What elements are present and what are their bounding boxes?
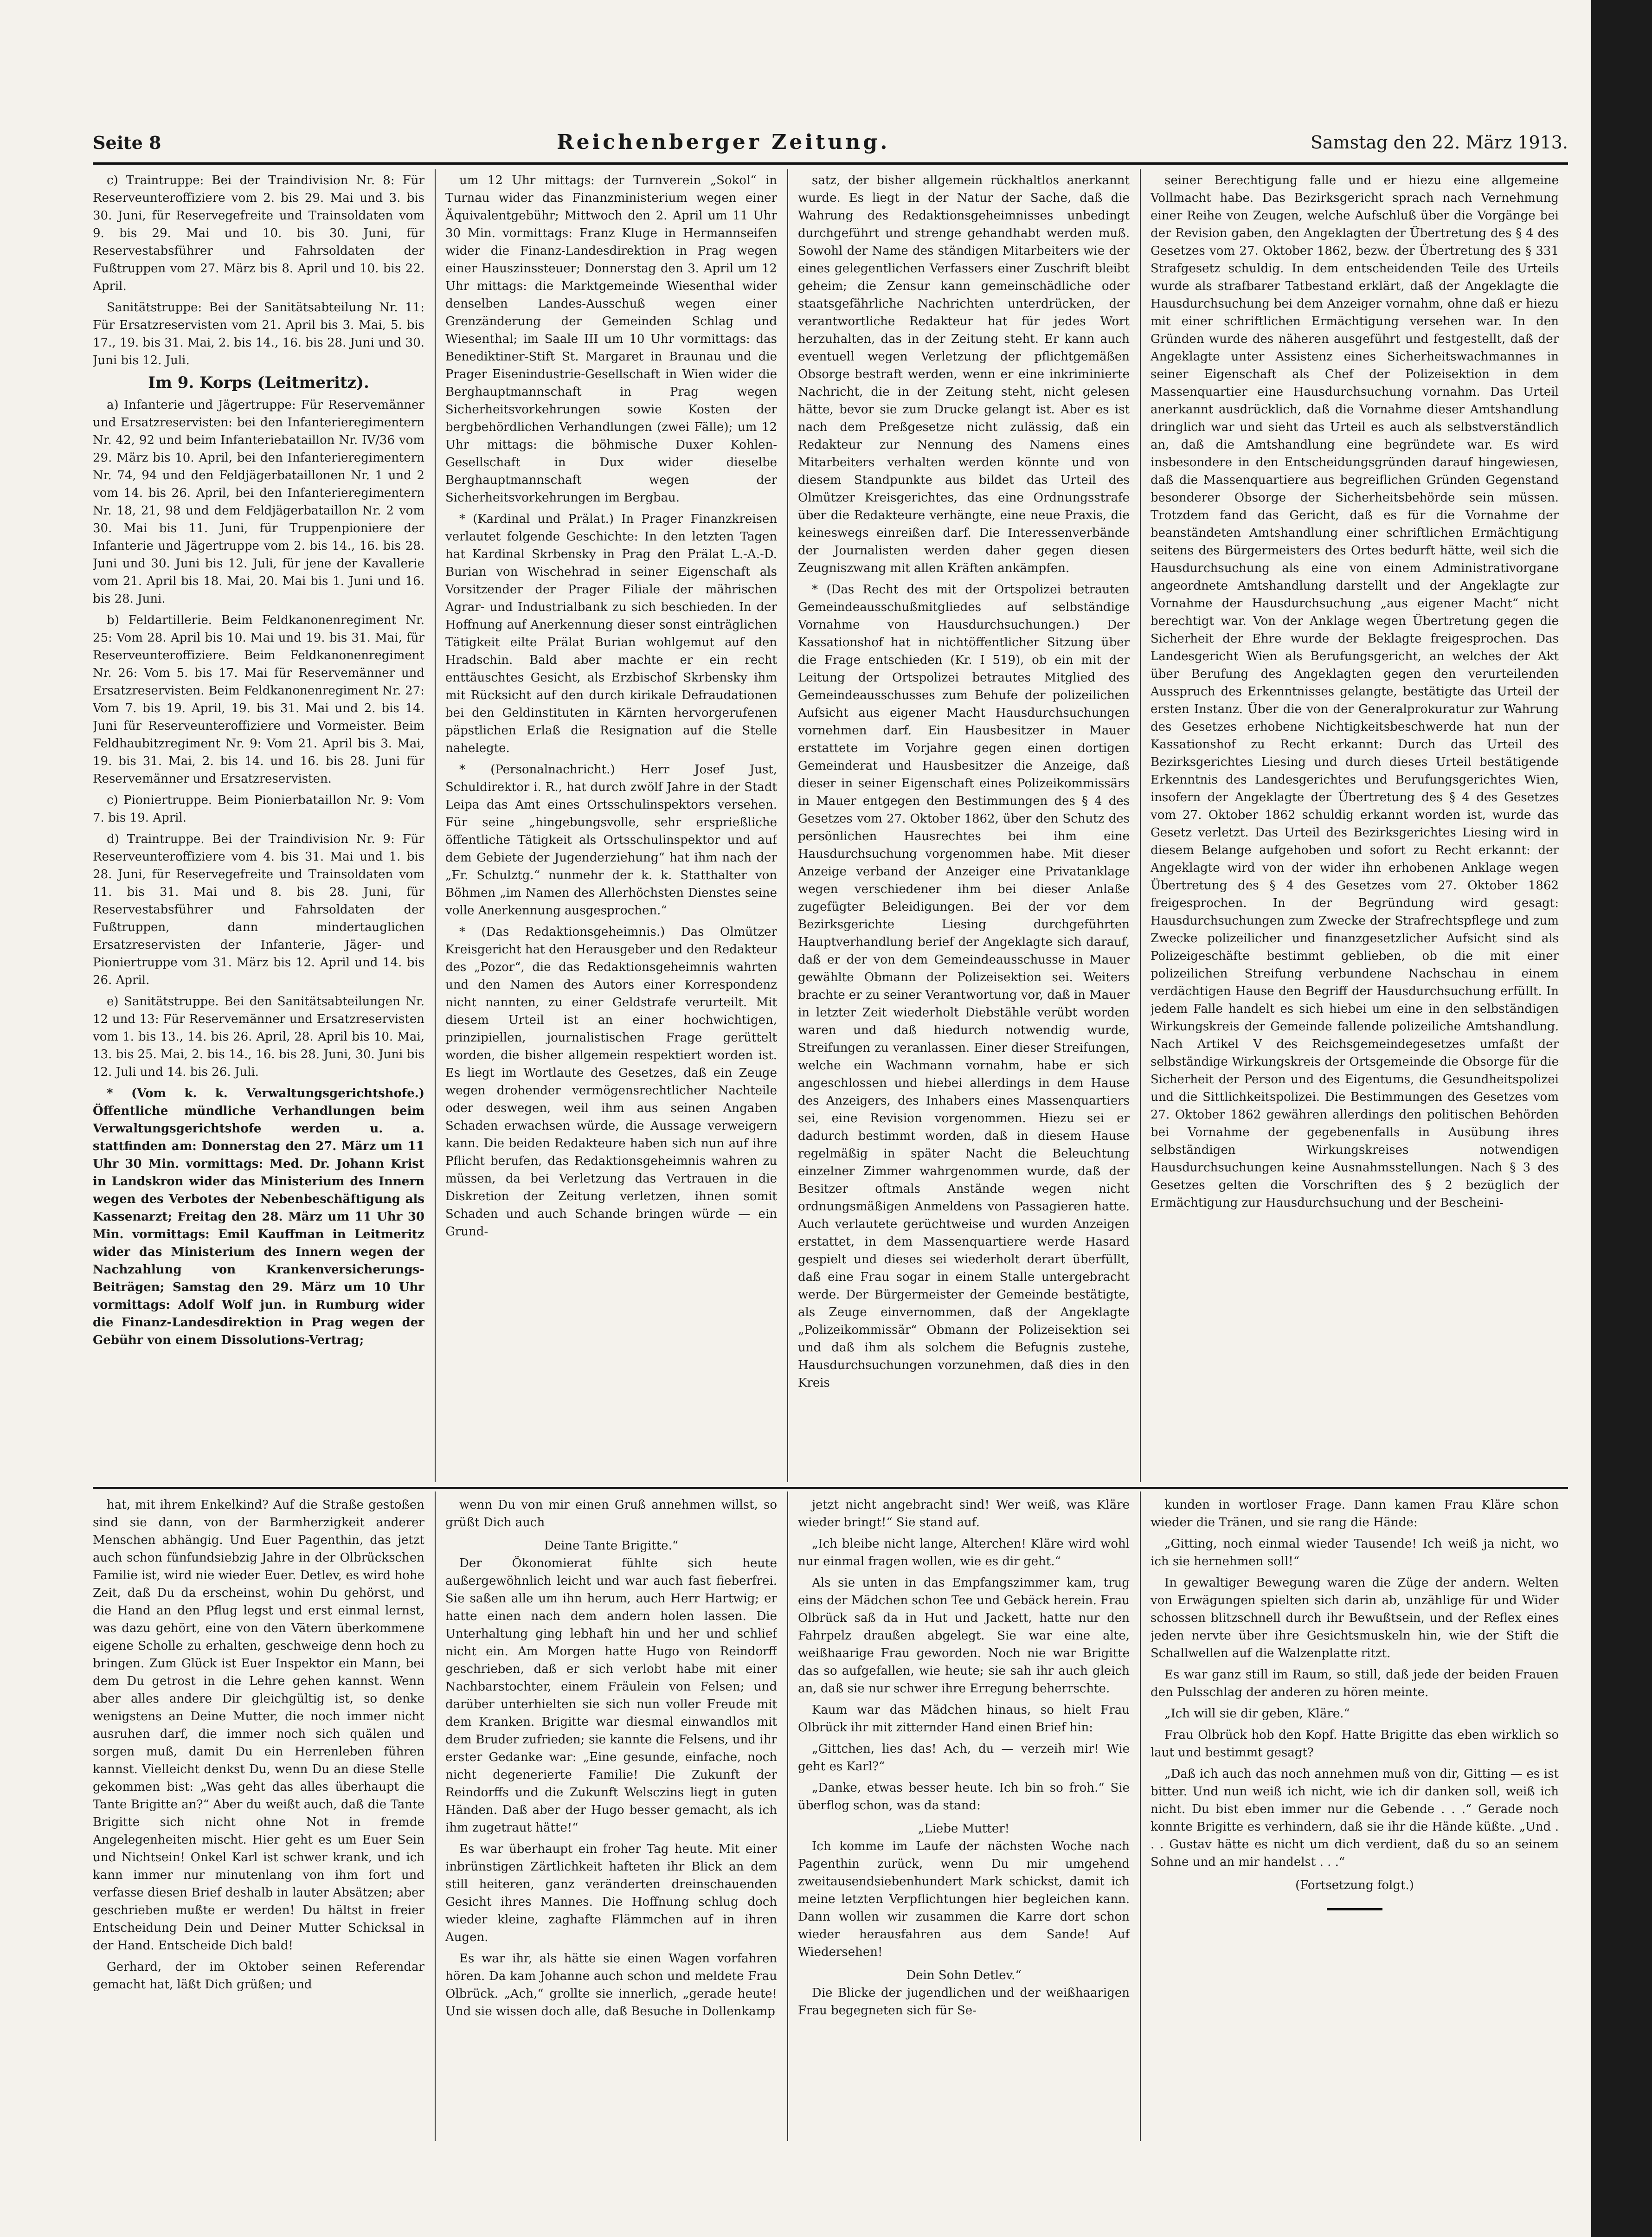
feuilleton-column-3 <box>798 1496 1130 2136</box>
article-paragraph: * (Das Recht des mit der Ortspolizei betrauten Gemeindeausschußmitgliedes auf selbständige Vornahme von Hausdurchsuchungen.) Der Kassationshof hat in nichtöffentlicher Sitzung über die Frage entschieden (Kr. I 519), ob ein mit der Leitung der Ortspolizei betrautes Mitglied des Gemeindeausschusses zum Behufe der polizeilichen Aufsicht aus eigener Macht Hausdurchsuchungen vornehmen darf. Ein Hausbesitzer in Mauer erstattete im Vorjahre gegen einen dortigen Gemeinderat und Hausbesitzer die Anzeige, daß dieser in seiner Eigenschaft eines Polizeikommissärs in Mauer entgegen den Bestimmungen des § 4 des Gesetzes vom 27. Oktober 1862, über den Schutz des persönlichen Hausrechtes bei ihm eine Hausdurchsuchung vorgenommen habe. Mit dieser Anzeige verband der Anzeiger eine Privatanklage wegen verschiedener ihm bei dieser Anlaße zugefügter Beleidigungen. Bei der vor dem Bezirksgerichte Liesing durchgeführten Hauptverhandlung berief der Angeklagte sich darauf, daß er der von dem Gemeindeausschusse in Mauer gewählte Obmann der Polizeisektion sei. Weiters brachte er zu seiner Verantwortung vor, daß in Mauer in letzter Zeit wiederholt Diebstähle verübt worden waren und daß hiedurch notwendig wurde, Streifungen zu veranlassen. Einer dieser Streifungen, welche ein Wachmann vornahm, habe er sich angeschlossen und hiebei allerdings in dem Hause des Anzeigers, des Inhabers eines Massenquartiers sei, eine Revision vorgenommen. Hiezu sei er dadurch bestimmt worden, daß in diesem Hause regelmäßig in später Nacht die Beleuchtung einzelner Zimmer wahrgenommen wurde, daß der Besitzer oftmals Anstände wegen nicht ordnungsmäßigen Anmeldens von Passagieren hatte. Auch verlautete gerüchtweise und wurden Anzeigen erstattet, in dem Massenquartiere werde Hasard gespielt und dieses sei wiederholt derart überfüllt, daß eine Frau sogar in einem Stalle untergebracht werde. Der Bürgermeister der Gemeinde bestätigte, als Zeuge einvernommen, daß der Angeklagte „Polizeikommissär“ Obmann der Polizeisektion sei und daß ihm als solchem die Befugnis zustehe, Hausdurchsuchungen vorzunehmen, daß dies in den Kreis <box>798 583 1130 1390</box>
issue-date: Samstag den 22. März 1913. <box>1310 132 1568 153</box>
story-paragraph: In gewaltiger Bewegung waren die Züge der andern. Welten von Erwägungen spielten sich darin ab, unzählige für und Wider schossen blitzschnell durch ihr Bewußtsein, und der Reflex eines jeden nervte über ihre Gesichtsmuskeln hin, wie der Stift die Schallwellen auf die Walzenplatte ritzt. <box>1151 1576 1559 1660</box>
section-heading: Im 9. Korps (Leitmeritz). <box>148 373 369 392</box>
story-paragraph: „Daß ich auch das noch annehmen muß von dir, Gitting — es ist bitter. Und nun weiß ich nicht, wie ich dir danken soll, weiß ich nicht. Du bist eben immer nur die Gebende . . .“ Gerade noch konnte Brigitte es verhindern, daß sie ihr die Hände küßte. „Und . . . Gustav hätte es nicht um dich verdient, daß du so an seinem Sohne und an mir handelst . . .“ <box>1151 1767 1559 1869</box>
column-rule <box>435 1491 436 2141</box>
header-rule <box>93 162 1568 165</box>
story-paragraph: Kaum war das Mädchen hinaus, so hielt Frau Olbrück ihr mit zitternder Hand einen Brief hin: <box>798 1703 1130 1735</box>
story-paragraph: „Gittchen, lies das! Ach, du — verzeih mir! Wie geht es Karl?“ <box>798 1742 1130 1774</box>
story-paragraph: Es war ganz still im Raum, so still, daß jede der beiden Frauen den Pulsschlag der anderen zu hören meinte. <box>1151 1668 1559 1699</box>
story-paragraph: „Ich bleibe nicht lange, Alterchen! Kläre wird wohl nur einmal fragen wollen, wie es dir geht.“ <box>798 1537 1130 1568</box>
section-divider <box>93 1487 1568 1489</box>
story-paragraph: Es war ihr, als hätte sie einen Wagen vorfahren hören. Da kam Johanne auch schon und meldete Frau Olbrück. „Ach,“ grollte sie innerlich, „gerade heute! Und sie wissen doch alle, daß Besuche in Dollenkamp <box>445 1952 777 2018</box>
article-paragraph: * (Kardinal und Prälat.) In Prager Finanzkreisen verlautet folgende Geschichte: In den letzten Tagen hat Kardinal Skrbensky in Prag den Prälat L.-A.-D. Burian von Wischehrad in seiner Eigenschaft als Vorsitzender der Prager Filiale der mährischen Agrar- und Industrialbank zu sich beschieden. In der Hoffnung auf Anerkennung dieser sonst einträglichen Tätigkeit eilte Prälat Burian wohlgemut auf den Hradschin. Bald aber machte er ein recht enttäuschtes Gesicht, als Erzbischof Skrbensky ihm mit Rücksicht auf den durch kirikale Defraudationen bei den Geldinstituten in Kärnten hervorgerufenen päpstlichen Erlaß die Resignation auf die Stelle nahelegte. <box>445 512 777 755</box>
feuilleton-column-1 <box>93 1496 424 2136</box>
story-paragraph: Frau Olbrück hob den Kopf. Hatte Brigitte das eben wirklich so laut und bestimmt gesagt? <box>1151 1728 1559 1760</box>
letter-signature: Dein Sohn Detlev.“ <box>906 1968 1022 1982</box>
newspaper-title: Reichenberger Zeitung. <box>557 130 890 154</box>
article-paragraph: c) Traintruppe: Bei der Traindivision Nr. 8: Für Reserveunteroffiziere vom 2. bis 29. Mai und 3. bis 30. Juni, für Reservegefreite und Trainsoldaten vom 9. bis 29. Mai und 10. bis 30. Juni, für Reservestabsführer und Fahrsoldaten der Fußtruppen vom 27. März bis 8. April und 10. bis 22. April. <box>93 174 424 293</box>
letter-signature: Deine Tante Brigitte.“ <box>544 1539 679 1553</box>
column-rule <box>1140 169 1141 1482</box>
story-paragraph: Als sie unten in das Empfangszimmer kam, trug eins der Mädchen schon Tee und Gebäck herein. Frau Olbrück saß da in Hut und Jackett, hatte nur den Fahrpelz draußen abgelegt. Sie war eine alte, weißhaarige Frau geworden. Noch nie war Brigitte das so aufgefallen, wie heute; sie sah ihr auch gleich an, daß sie nur schwer ihre Erregung beherrschte. <box>798 1576 1130 1696</box>
story-paragraph: Die Blicke der jugendlichen und der weißhaarigen Frau begegneten sich für Se- <box>798 1986 1130 2018</box>
article-paragraph: * (Vom k. k. Verwaltungsgerichtshofe.) Öffentliche mündliche Verhandlungen beim Verwaltungsgerichtshofe werden u. a. stattfinden am: Donnerstag den 27. März um 11 Uhr 30 Min. vormittags: Med. Dr. Johann Krist in Landskron wider das Ministerium des Innern wegen des Verbotes der Nebenbeschäftigung als Kassenarzt; Freitag den 28. März um 11 Uhr 30 Min. vormittags: Emil Kauffman in Leitmeritz wider das Ministerium des Innern wegen der Nachzahlung von Krankenversicherungs-Beiträgen; Samstag den 29. März um 10 Uhr vormittags: Adolf Wolf jun. in Rumburg wider die Finanz-Landesdirektion in Prag wegen der Gebühr von einem Dissolutions-Vertrag; <box>93 1086 424 1347</box>
story-paragraph: hat, mit ihrem Enkelkind? Auf die Straße gestoßen sind sie dann, von der Barmherzigkeit anderer Menschen abhängig. Und Euer Pagenthin, das jetzt auch schon fünfundsiebzig Jahre in der Olbrückschen Familie ist, wird nie wieder Euer. Detlev, es wird hohe Zeit, daß Du da erscheinst, wohin Du gehörst, und die Hand an den Pflug legst und erst einmal lernst, was dazu gehört, eine von den Vätern überkommene eigene Scholle zu erhalten, geschweige denn hoch zu bringen. Zum Glück ist Euer Inspektor ein Mann, bei dem Du getrost in die Lehre gehen kannst. Wenn aber alles andere Dir gleichgültig ist, so denke wenigstens an Deine Mutter, die noch immer nicht ausruhen darf, die immer noch sich quälen und sorgen muß, damit Du ein Herrenleben führen kannst. Vielleicht denkst Du, wenn Du an diese Stelle gekommen bist: „Was geht das alles überhaupt die Tante Brigitte an?“ Aber du weißt auch, daß die Tante Brigitte sich nicht ohne Not in fremde Angelegenheiten mischt. Hier geht es um Euer Sein und Nichtsein! Onkel Karl ist schwer krank, und ich kann immer nur minutenlang von ihm fort und verfasse diesen Brief deshalb in lauter Absätzen; aber geschrieben mußte er werden! Du hältst in freier Entscheidung Dein und Deiner Mutter Schicksal in der Hand. Entscheide Dich bald! <box>93 1498 424 1953</box>
page-number: Seite 8 <box>93 132 161 153</box>
story-paragraph: „Danke, etwas besser heute. Ich bin so froh.“ Sie überflog schon, was da stand: <box>798 1781 1130 1813</box>
article-paragraph: um 12 Uhr mittags: der Turnverein „Sokol“ in Turnau wider das Finanzministerium wegen einer Äquivalentgebühr; Mittwoch den 2. April um 11 Uhr 30 Min. vormittags: Franz Kluge in Hermannseifen wider die Finanz-Landesdirektion in Prag wegen einer Hauszinssteuer; Donnerstag den 3. April um 12 Uhr mittags: die Marktgemeinde Wiesenthal wider denselben Landes-Ausschuß wegen einer Grenzänderung der Gemeinden Schlag und Wiesenthal; im Saale III um 10 Uhr vormittags: das Benediktiner-Stift St. Margaret in Braunau und die Prager Eisenindustrie-Gesellschaft in Wien wider die Berghauptmannschaft in Prag wegen Sicherheitsvorkehrungen sowie Kosten der bergbehördlichen Verhandlungen (zwei Fälle); um 12 Uhr mittags: die böhmische Duxer Kohlen-Gesellschaft in Dux wider dieselbe Berghauptmannschaft wegen der Sicherheitsvorkehrungen im Bergbau. <box>445 174 777 505</box>
upper-column-1 <box>93 172 424 1485</box>
article-paragraph: Sanitätstruppe: Bei der Sanitätsabteilung Nr. 11: Für Ersatzreservisten vom 21. April bis 3. Mai, 5. bis 17., 19. bis 31. Mai, 2. bis 14., 16. bis 28. Juni und 30. Juni bis 12. Juli. <box>93 301 424 367</box>
upper-column-2 <box>445 172 777 1485</box>
article-paragraph: e) Sanitätstruppe. Bei den Sanitätsabteilungen Nr. 12 und 13: Für Reservemänner und Ersatzreservisten vom 1. bis 13., 14. bis 26. April, 28. April bis 10. Mai, 13. bis 25. Mai, 2. bis 14., 16. bis 28. Juni, 30. Juni bis 12. Juli und 14. bis 26. Juli. <box>93 995 424 1079</box>
article-paragraph: b) Feldartillerie. Beim Feldkanonenregiment Nr. 25: Vom 28. April bis 10. Mai und 19. bis 31. Mai, für Reserveunteroffiziere. Beim Feldkanonenregiment Nr. 26: Vom 5. bis 17. Mai für Reservemänner und Ersatzreservisten. Beim Feldkanonenregiment Nr. 27: Vom 7. bis 19. April, 19. bis 31. Mai und 2. bis 14. Juni für Reserveunteroffiziere und Vormeister. Beim Feldhaubitzregiment Nr. 9: Vom 21. April bis 3. Mai, 19. bis 31. Mai, 2. bis 14. und 16. bis 28. Juni für Reservemänner und Ersatzreservisten. <box>93 613 424 786</box>
story-paragraph: „Gitting, noch einmal wieder Tausende! Ich weiß ja nicht, wo ich sie hernehmen soll!“ <box>1151 1537 1559 1568</box>
story-paragraph: kunden in wortloser Frage. Dann kamen Frau Kläre schon wieder die Tränen, und sie rang die Hände: <box>1151 1498 1559 1530</box>
article-paragraph: seiner Berechtigung falle und er hiezu eine allgemeine Vollmacht habe. Das Bezirksgericht sprach nach Vernehmung einer Reihe von Zeugen, welche Aufschluß über die Vorgänge bei der Revision gaben, den Angeklagten der Übertretung des § 4 des Gesetzes vom 27. Oktober 1862, bezw. der Übertretung des § 331 Strafgesetz schuldig. In dem entscheidenden Teile des Urteils wurde als strafbarer Tatbestand erklärt, daß der Angeklagte die Hausdurchsuchung bei dem Anzeiger vornahm, ohne daß er hiezu mit einer schriftlichen Ermächtigung versehen war. In den Gründen wurde des näheren ausgeführt und festgestellt, daß der Angeklagte unter Assistenz eines Sicherheitswachmannes in seiner Eigenschaft als Chef der Polizeisektion in dem Massenquartier eine Hausdurchsuchung vornahm. Das Urteil anerkannt ausdrücklich, daß die Vornahme dieser Amtshandlung dringlich war und sieht das Urteil es auch als selbstverständlich an, daß die Amtshandlung eine begründete war. Es wird insbesondere in den Entscheidungsgründen darauf hingewiesen, daß die Massenquartiere aus begreiflichen Gründen Gegenstand besonderer Obsorge der Sicherheitsbehörde sein müssen. Trotzdem fand das Gericht, daß es für die Vornahme der beanständeten Amtshandlung einer schriftlichen Ermächtigung seitens des Bürgermeisters des Ortes bedurft hätte, weil sich die Hausdurchsuchung als eine von einem Administrativorgane angeordnete Amtshandlung darstellt und der Angeklagte zur Vornahme der Hausdurchsuchung „aus eigener Macht“ nicht berechtigt war. Von der Anklage wegen Übertretung gegen die Sicherheit der Ehre wurde der Beklagte freigesprochen. Das Landesgericht Wien als Berufungsgericht, an welches der Akt über Berufung des Angeklagten gegen den verurteilenden Ausspruch des Erkenntnisses gelangte, bestätigte das Urteil der ersten Instanz. Über die von der Generalprokuratur zur Wahrung des Gesetzes erhobene Nichtigkeitsbeschwerde hat nun der Kassationshof zu Recht erkannt: Durch das Urteil des Bezirksgerichtes Liesing und durch dieses Urteil bestätigende Erkenntnis des Landesgerichtes und Berufungsgerichtes Wien, insofern der Angeklagte der Übertretung des § 4 des Gesetzes vom 27. Oktober 1862 schuldig erkannt worden ist, wurde das Gesetz verletzt. Das Urteil des Bezirksgerichtes Liesing wird in diesem Belange aufgehoben und sofort zu Recht erkannt: der Angeklagte wird von der wider ihn erhobenen Anklage wegen Übertretung des § 4 des Gesetzes vom 27. Oktober 1862 freigesprochen. In der Begründung wird gesagt: Hausdurchsuchungen zum Zwecke der Strafrechtspflege und zum Zwecke polizeilicher und finanzgesetzlicher Aufsicht sind als Polizeigeschäfte bestimmt geblieben, ob die mit einer polizeilichen Streifung verbundene Nachschau in einem verdächtigen Hause den Begriff der Hausdurchsuchung erfüllt. In jedem Falle handelt es sich hiebei um eine in den selbständigen Wirkungskreis der Gemeinde fallende polizeiliche Amtshandlung. Nach Artikel V des Reichsgemeindegesetzes umfaßt der selbständige Wirkungskreis der Ortsgemeinde die Obsorge für die Sicherheit der Person und des Eigentums, die Gesundheitspolizei und die Sittlichkeitspolizei. Die Bestimmungen des Gesetzes vom 27. Oktober 1862 gewähren allerdings den politischen Behörden bei Vornahme der gegebenenfalls in Ausübung ihres selbständigen Wirkungskreises notwendigen Hausdurchsuchungen keine Ausnahmsstellungen. Nach § 3 des Gesetzes gelten die Vorschriften des § 2 bezüglich der Ermächtigung zur Hausdurchsuchung und der Bescheini- <box>1151 174 1559 1210</box>
story-paragraph: jetzt nicht angebracht sind! Wer weiß, was Kläre wieder bringt!“ Sie stand auf. <box>798 1498 1130 1530</box>
continuation-note: (Fortsetzung folgt.) <box>1295 1878 1414 1892</box>
column-rule <box>1140 1491 1141 2141</box>
article-paragraph: * (Personalnachricht.) Herr Josef Just, Schuldirektor i. R., hat durch zwölf Jahre in der Stadt Leipa das Amt eines Ortsschulinspektors versehen. Für seine „hingebungsvolle, sehr ersprießliche öffentliche Tätigkeit als Ortsschulinspektor und auf dem Gebiete der Jugenderziehung“ hat ihm nach der „Fr. Schulztg.“ nunmehr der k. k. Statthalter von Böhmen „im Namen des Allerhöchsten Dienstes seine volle Anerkennung ausgesprochen.“ <box>445 763 777 918</box>
feuilleton-column-4 <box>1151 1496 1559 2136</box>
story-paragraph: Es war überhaupt ein froher Tag heute. Mit einer inbrünstigen Zärtlichkeit hafteten ihr Blick an dem still heiteren, ganz veränderten dreinschauenden Gesicht ihres Mannes. Die Hoffnung schlug doch wieder kleine, zaghafte Flämmchen auf in ihren Augen. <box>445 1842 777 1944</box>
article-paragraph: a) Infanterie und Jägertruppe: Für Reservemänner und Ersatzreservisten: bei den Infanterieregimentern Nr. 42, 92 und beim Infanteriebataillon Nr. IV/36 vom 29. März bis 10. April, bei den Infanterieregimentern Nr. 74, 94 und den Feldjägerbataillonen Nr. 1 und 2 vom 14. bis 26. April, bei den Infanterieregimentern Nr. 18, 21, 98 und dem Feldjägerbataillon Nr. 2 vom 30. Mai bis 11. Juni, für Truppenpioniere der Infanterie und Jägertruppe vom 2. bis 14., 16. bis 28. Juni und 30. Juni bis 12. Juli, für jene der Kavallerie vom 21. April bis 18. Mai, 20. Mai bis 1. Juni und 16. bis 28. Juni. <box>93 398 424 606</box>
page-header <box>93 132 1568 160</box>
article-paragraph: d) Traintruppe. Bei der Traindivision Nr. 9: Für Reserveunteroffiziere vom 4. bis 31. Mai und 1. bis 28. Juni, für Reservegefreite und Trainsoldaten vom 11. bis 31. Mai und 8. bis 28. Juni, für Reservestabsführer und Fahrsoldaten der Fußtruppen, dann mindertauglichen Ersatzreservisten der Infanterie, Jäger- und Pioniertruppe vom 31. März bis 12. April und 14. bis 26. April. <box>93 832 424 987</box>
article-paragraph: * (Das Redaktionsgeheimnis.) Das Olmützer Kreisgericht hat den Herausgeber und den Redakteur des „Pozor“, die das Redaktionsgeheimnis wahrten und den Namen des Autors einer Korrespondenz nicht nannten, zu einer Geldstrafe verurteilt. Mit diesem Urteil ist an einer hochwichtigen, prinzipiellen, journalistischen Frage gerüttelt worden, die bisher allgemein respektiert worden ist. Es liegt im Wortlaute des Gesetzes, daß ein Zeuge wegen drohender vermögensrechtlicher Nachteile oder deswegen, weil ihm aus seinen Angaben Schaden erwachsen würde, die Aussage verweigern kann. Die beiden Redakteure haben sich nun auf ihre Pflicht berufen, das Redaktionsgeheimnis wahren zu müssen, da bei Verletzung das Vertrauen in die Diskretion der Zeitung verletzen, ihnen somit Schaden und auch Schande bringen würde — ein Grund- <box>445 925 777 1239</box>
column-rule <box>787 169 788 1482</box>
story-paragraph: wenn Du von mir einen Gruß annehmen willst, so grüßt Dich auch <box>445 1498 777 1530</box>
story-paragraph: „Ich will sie dir geben, Kläre.“ <box>1164 1707 1350 1721</box>
story-paragraph: Gerhard, der im Oktober seinen Referendar gemacht hat, läßt Dich grüßen; und <box>93 1960 424 1992</box>
upper-column-3 <box>798 172 1130 1485</box>
article-paragraph: c) Pioniertruppe. Beim Pionierbataillon Nr. 9: Vom 7. bis 19. April. <box>93 793 424 825</box>
scan-border <box>1591 0 1652 2237</box>
column-rule <box>435 169 436 1482</box>
upper-column-4 <box>1151 172 1559 1485</box>
story-paragraph: Ich komme im Laufe der nächsten Woche nach Pagenthin zurück, wenn Du mir umgehend zweitausendsiebenhundert Mark schickst, damit ich meine letzten Verpflichtungen hier begleichen kann. Dann wollen wir zusammen die Karre dort schon wieder herausfahren aus dem Sande! Auf Wiedersehen! <box>798 1839 1130 1959</box>
end-rule <box>1327 1908 1382 1910</box>
column-rule <box>787 1491 788 2141</box>
story-paragraph: Der Ökonomierat fühlte sich heute außergewöhnlich leicht und war auch fast fieberfrei. Sie saßen alle um ihn herum, auch Herr Hartwig; er hatte einen nach dem andern holen lassen. Die Unterhaltung ging lebhaft hin und her und schlief nicht ein. Am Morgen hatte Hugo von Reindorff geschrieben, daß er sich verlobt habe mit einer Nachbarstochter, einem Fräulein von Felsen; und darüber unterhielten sie sich nun voller Freude mit dem Kranken. Brigitte war diesmal einwandlos mit dem Bruder zufrieden; sie kannte die Felsens, und ihr erster Gedanke war: „Eine gesunde, einfache, noch nicht degenerierte Familie! Die Zukunft der Reindorffs und die Zukunft Welsczins liegt in guten Händen. Daß aber der Hugo besser gemacht, als ich ihm zugetraut hätte!“ <box>445 1556 777 1835</box>
letter-salutation: „Liebe Mutter! <box>918 1822 1010 1836</box>
article-paragraph: satz, der bisher allgemein rückhaltlos anerkannt wurde. Es liegt in der Natur der Sache, daß die Wahrung des Redaktionsgeheimnisses unbedingt durchgeführt und strenge gehandhabt werden muß. Sowohl der Name des ständigen Mitarbeiters wie der eines gelegentlichen Verfassers einer Zuschrift bleibt geheim; die Zensur kann gemeinschädliche oder staatsgefährliche Nachrichten unterdrücken, der verantwortliche Redakteur hat für jedes Wort herzuhalten, das in der Zeitung steht. Er kann auch eventuell wegen Verletzung der pflichtgemäßen Obsorge bestraft werden, wenn er eine inkriminierte Nachricht, die in der Zeitung steht, nicht gelesen hätte, bevor sie zum Drucke gelangt ist. Aber es ist nach dem Preßgesetze nicht zulässig, daß ein Redakteur zur Nennung des Namens eines Mitarbeiters verhalten werden könnte und von diesem Standpunkte aus bildet das Urteil des Olmützer Kreisgerichtes, das eine Ordnungsstrafe über die Redakteure verhängte, eine neue Praxis, die keineswegs einreißen darf. Die Interessenverbände der Journalisten werden daher gegen diesen Zeugniszwang mit allen Kräften ankämpfen. <box>798 174 1130 575</box>
feuilleton-column-2 <box>445 1496 777 2136</box>
